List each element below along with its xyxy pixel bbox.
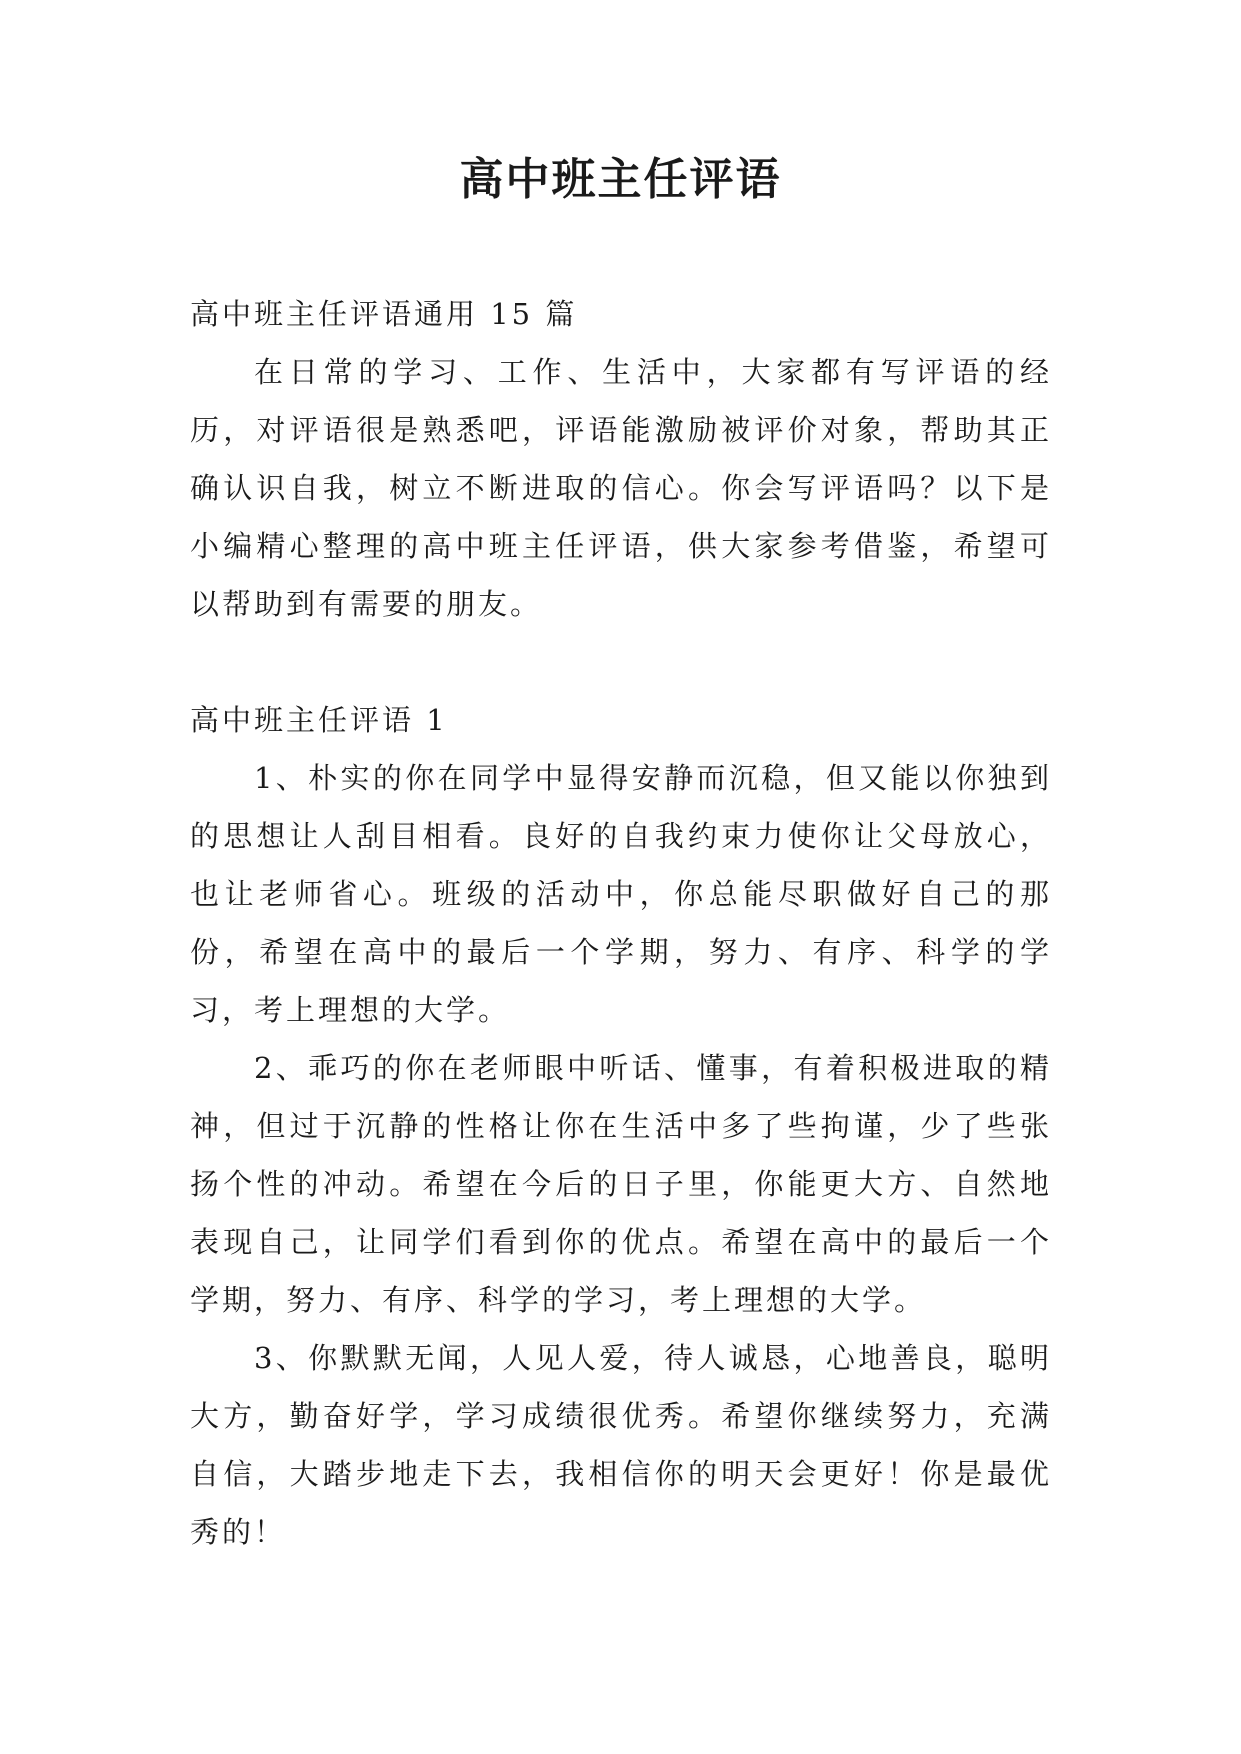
document-body	[190, 285, 1052, 1561]
document-title: 高中班主任评语	[459, 154, 782, 205]
document-subtitle: 高中班主任评语通用 15 篇	[190, 297, 578, 331]
intro-paragraph: 在日常的学习、工作、生活中，大家都有写评语的经历，对评语很是熟悉吧，评语能激励被评价对象，帮助其正确认识自我，树立不断进取的信心。你会写评语吗？以下是小编精心整理的高中班主任评语，供大家参考借鉴，希望可以帮助到有需要的朋友。	[190, 355, 1052, 621]
section-spacer	[190, 633, 1052, 691]
section-heading: 高中班主任评语 1	[190, 703, 448, 737]
comment-paragraph-1: 1、朴实的你在同学中显得安静而沉稳，但又能以你独到的思想让人刮目相看。良好的自我约束力使你让父母放心，也让老师省心。班级的活动中，你总能尽职做好自己的那份，希望在高中的最后一个学期，努力、有序、科学的学习，考上理想的大学。	[190, 761, 1052, 1027]
comment-paragraph-3: 3、你默默无闻，人见人爱，待人诚恳，心地善良，聪明大方，勤奋好学，学习成绩很优秀。希望你继续努力，充满自信，大踏步地走下去，我相信你的明天会更好！你是最优秀的！	[190, 1341, 1052, 1549]
comment-paragraph-2: 2、乖巧的你在老师眼中听话、懂事，有着积极进取的精神，但过于沉静的性格让你在生活中多了些拘谨，少了些张扬个性的冲动。希望在今后的日子里，你能更大方、自然地表现自己，让同学们看到你的优点。希望在高中的最后一个学期，努力、有序、科学的学习，考上理想的大学。	[190, 1051, 1052, 1317]
